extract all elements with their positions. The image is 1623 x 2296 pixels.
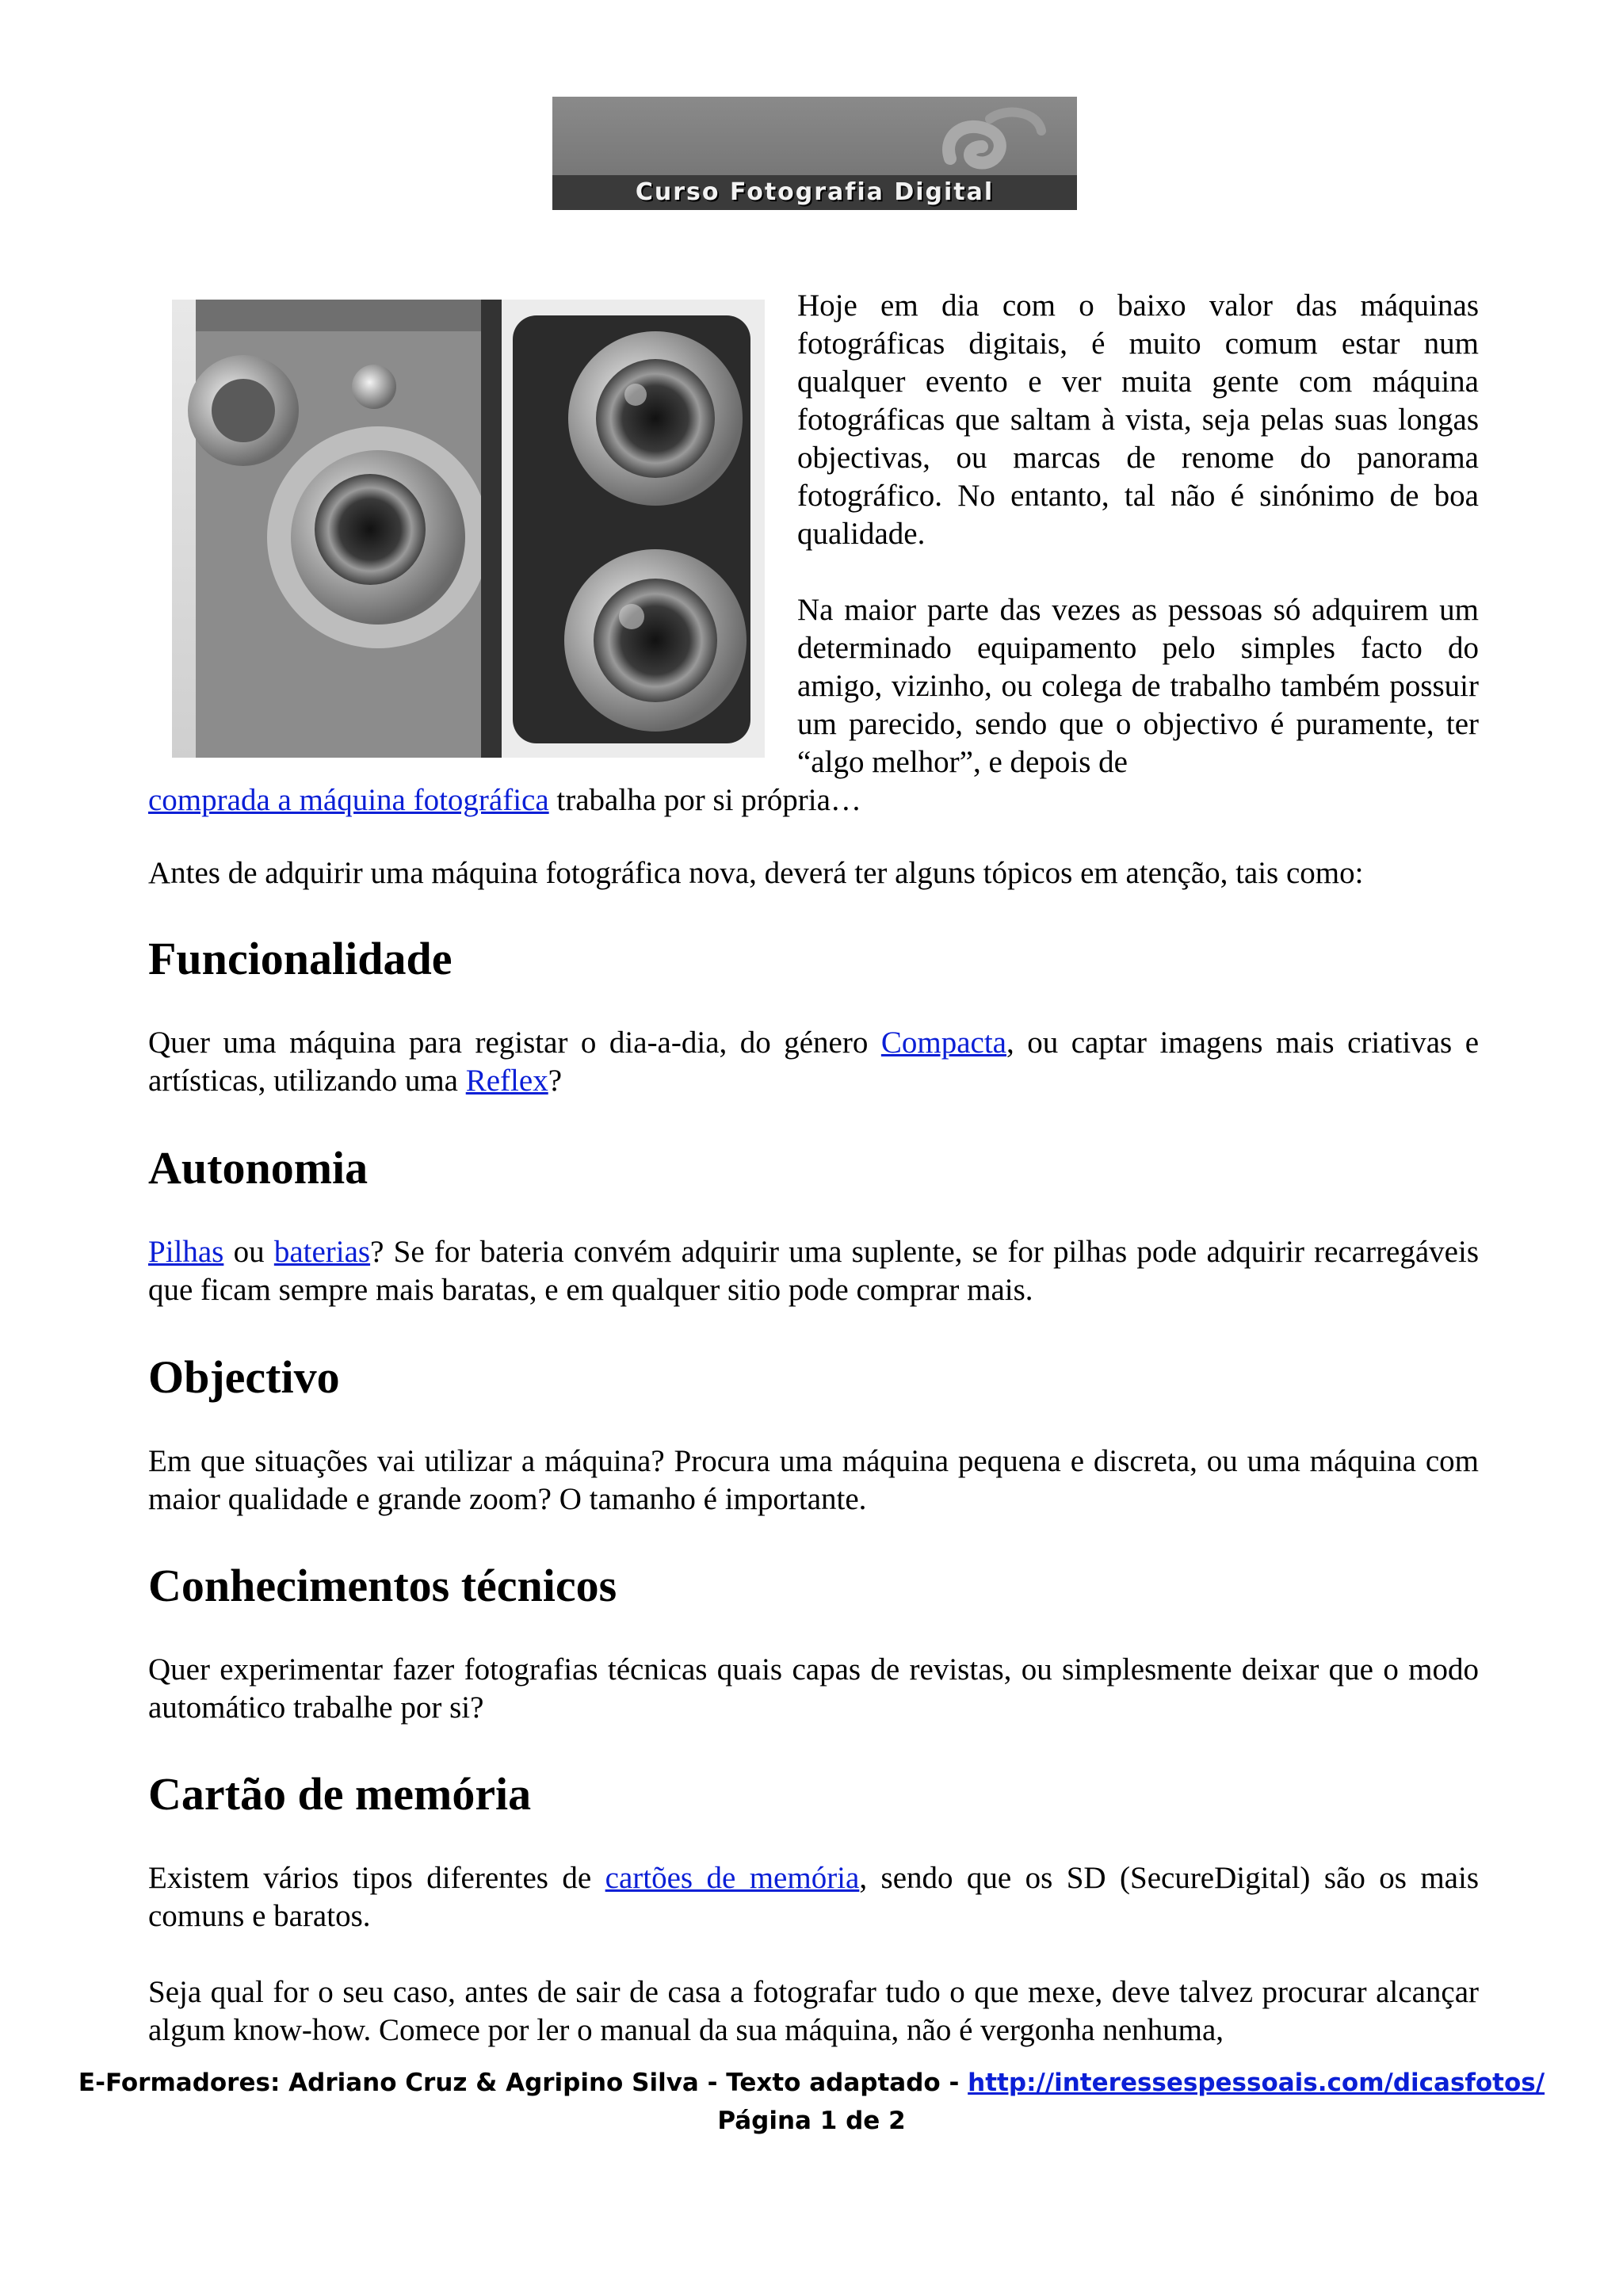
link-comprada-maquina[interactable]: comprada a máquina fotográfica xyxy=(148,783,549,817)
link-compacta[interactable]: Compacta xyxy=(880,1026,1006,1060)
heading-objectivo: Objectivo xyxy=(148,1351,340,1403)
footer-credits-text: E-Formadores: Adriano Cruz & Agripino Silva - Texto adaptado - xyxy=(78,2069,968,2097)
heading-conhecimentos: Conhecimentos técnicos xyxy=(148,1560,617,1611)
heading-funcionalidade: Funcionalidade xyxy=(148,933,453,984)
section-objectivo-text xyxy=(148,1442,1479,1519)
vintage-camera-image xyxy=(172,300,765,758)
heading-autonomia: Autonomia xyxy=(148,1142,369,1194)
link-baterias[interactable]: baterias xyxy=(273,1235,371,1269)
link-reflex[interactable]: Reflex xyxy=(465,1064,548,1098)
text-span: ? xyxy=(548,1064,563,1098)
closing-paragraph xyxy=(148,1973,1479,2050)
link-cartoes-memoria[interactable]: cartões de memória xyxy=(605,1861,860,1895)
footer-credits xyxy=(0,2067,1623,2099)
course-banner xyxy=(552,97,1077,210)
link-pilhas[interactable]: Pilhas xyxy=(148,1235,224,1269)
intro-paragraph-1: Hoje em dia com o baixo valor das máquinas fotográficas digitais, é muito comum estar num qualquer evento e ver muita gente com máquina fotográficas que saltam à vista, seja pelas suas longas objectivas, ou marcas de renome do panorama fotográfico. No entanto, tal não é sinónimo de boa qualidade. xyxy=(797,288,1479,551)
text-span: Existem vários tipos diferentes de xyxy=(148,1861,605,1895)
intro-column xyxy=(797,287,1479,781)
heading-cartao-memoria: Cartão de memória xyxy=(148,1768,532,1820)
text-span: , sendo que os SD (SecureDigital) são os mais comuns e baratos. xyxy=(148,1861,1479,1933)
conhecimentos-paragraph: Quer experimentar fazer fotografias técnicas quais capas de revistas, ou simplesmente deixar que o modo automático trabalhe por si? xyxy=(148,1652,1479,1725)
section-cartao-text xyxy=(148,1859,1479,1935)
text-span: , ou captar imagens mais criativas e artísticas, utilizando uma xyxy=(148,1026,1479,1098)
lead-paragraph xyxy=(148,854,1479,892)
logo-swirl-icon xyxy=(934,103,1053,182)
objectivo-paragraph: Em que situações vai utilizar a máquina? Procura uma máquina pequena e discreta, ou uma máquina com maior qualidade e grande zoom? O tamanho é importante. xyxy=(148,1444,1479,1516)
intro-tail-text: trabalha por si própria… xyxy=(548,783,861,817)
lead-text: Antes de adquirir uma máquina fotográfica nova, deverá ter alguns tópicos em atenção, tais como: xyxy=(148,856,1364,890)
text-span: Quer uma máquina para registar o dia-a-dia, do género xyxy=(148,1026,881,1060)
section-funcionalidade-text xyxy=(148,1024,1479,1100)
section-conhecimentos-text xyxy=(148,1651,1479,1727)
intro-paragraph-2: Na maior parte das vezes as pessoas só adquirem um determinado equipamento pelo simples facto do amigo, vizinho, ou colega de trabalho também possuir um parecido, sendo que o objectivo é puramente, ter “algo melhor”, e depois de xyxy=(797,593,1479,779)
footer-source-link[interactable]: http://interessespessoais.com/dicasfotos/ xyxy=(968,2069,1545,2097)
text-span: ? Se for bateria convém adquirir uma suplente, se for pilhas pode adquirir recarregáveis que ficam sempre mais baratas, e em qualquer sitio pode comprar mais. xyxy=(148,1235,1479,1307)
intro-paragraph-2-continued xyxy=(148,781,1479,819)
banner-title: Curso Fotografia Digital xyxy=(552,175,1077,210)
text-span: ou xyxy=(223,1235,274,1269)
closing-text: Seja qual for o seu caso, antes de sair de casa a fotografar tudo o que mexe, deve talvez procurar alcançar algum know-how. Comece por ler o manual da sua máquina, não é vergonha nenhuma, xyxy=(148,1975,1479,2047)
section-autonomia-text xyxy=(148,1233,1479,1309)
footer-page-number: Página 1 de 2 xyxy=(717,2107,906,2135)
